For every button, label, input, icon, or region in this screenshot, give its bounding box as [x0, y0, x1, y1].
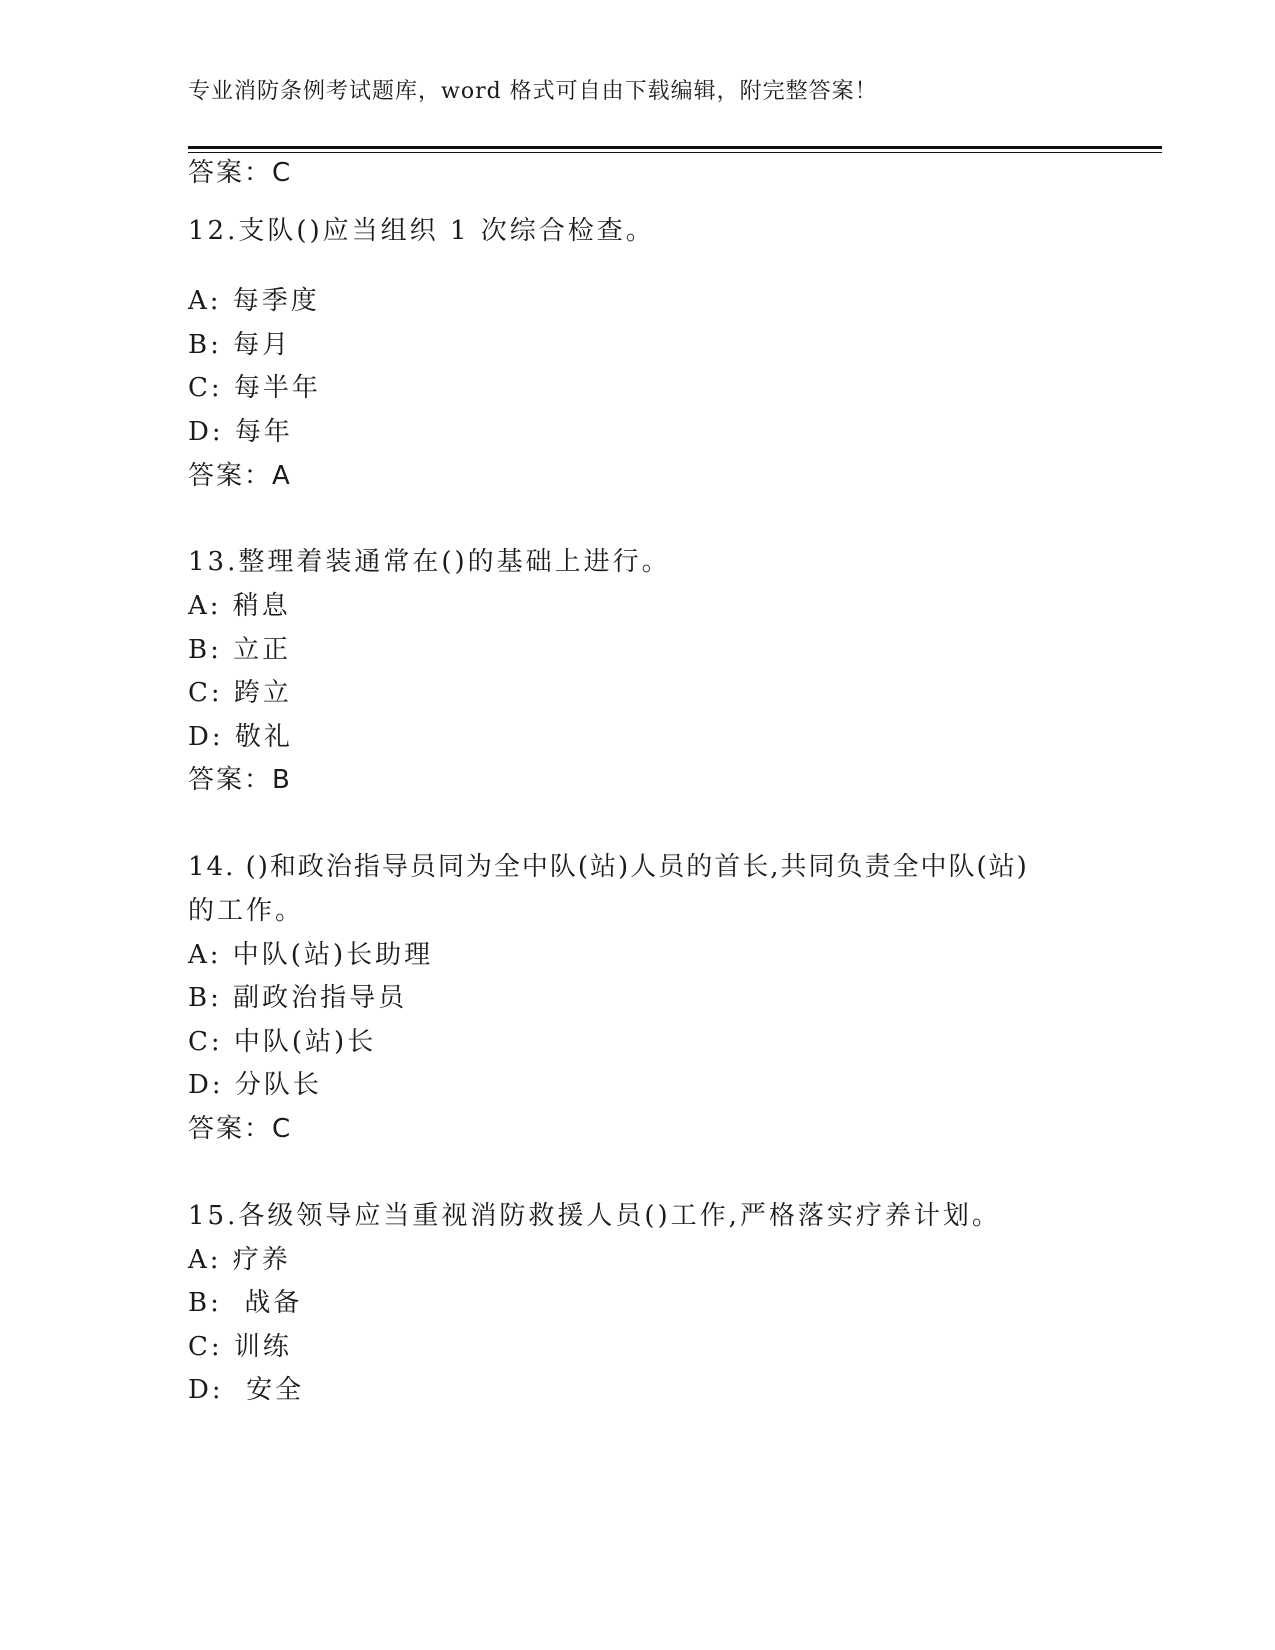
question-15-stem: 15.各级领导应当重视消防救援人员()工作,严格落实疗养计划。 — [188, 1201, 1001, 1231]
question-12-answer: 答案：A — [188, 461, 292, 491]
header-rule-thick — [188, 146, 1162, 149]
question-14-option-d: D: 分队长 — [188, 1070, 322, 1100]
question-12-option-d: D: 每年 — [188, 417, 293, 447]
question-13-option-a: A: 稍息 — [188, 591, 291, 621]
question-12-option-b: B: 每月 — [188, 330, 292, 360]
question-13-option-d: D: 敬礼 — [188, 722, 293, 752]
question-13-option-c: C: 跨立 — [188, 678, 292, 708]
header-rule-thin — [188, 152, 1162, 153]
question-14-option-a: A: 中队(站)长助理 — [188, 940, 434, 970]
answer-11: 答案：C — [188, 158, 293, 188]
question-14-stem: 14. ()和政治指导员同为全中队(站)人员的首长,共同负责全中队(站) — [188, 852, 1029, 882]
question-15-option-d: D: 安全 — [188, 1375, 305, 1405]
question-14-option-c: C: 中队(站)长 — [188, 1027, 377, 1057]
question-15-option-a: A: 疗养 — [188, 1245, 291, 1275]
question-13-answer: 答案：B — [188, 765, 292, 795]
question-14-stem-cont: 的工作。 — [188, 896, 305, 926]
question-15-option-c: C: 训练 — [188, 1332, 292, 1362]
page-header: 专业消防条例考试题库，word 格式可自由下载编辑，附完整答案！ — [188, 79, 878, 104]
question-14-answer: 答案：C — [188, 1114, 293, 1144]
question-12-option-a: A: 每季度 — [188, 286, 320, 316]
question-12-option-c: C: 每半年 — [188, 373, 321, 403]
question-13-stem: 13.整理着装通常在()的基础上进行。 — [188, 547, 671, 577]
question-13-option-b: B: 立正 — [188, 635, 292, 665]
question-15-option-b: B: 战备 — [188, 1288, 303, 1318]
question-12-stem: 12.支队()应当组织 1 次综合检查。 — [188, 216, 655, 246]
question-14-option-b: B: 副政治指导员 — [188, 983, 408, 1013]
